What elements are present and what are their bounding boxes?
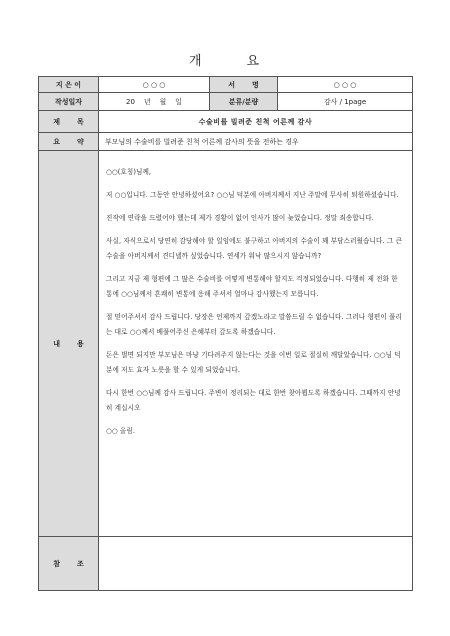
- document-title: [0, 50, 450, 69]
- title-char-2: 요: [246, 54, 262, 69]
- category-label: 분류/분량: [210, 93, 278, 111]
- content-row: [39, 151, 413, 537]
- letter-paragraph: 다시 한번 ○○님께 감사 드립니다. 주변이 정리되는 대로 한번 찾아뵙도록 하겠습니다. 그때까지 안녕히 계십시오: [106, 389, 401, 412]
- summary-value: 부모님의 수술비를 빌려준 친척 어른께 감사의 뜻을 전하는 경우: [99, 133, 413, 151]
- summary-label: 요 약: [39, 133, 99, 151]
- content-body-cell: [99, 151, 413, 537]
- letter-paragraph: 진작에 연락을 드렸어야 했는데 제가 경황이 없어 인사가 많이 늦었습니다. 정말 죄송합니다.: [106, 214, 374, 222]
- letter-paragraph: 사실, 자식으로서 당연히 감당해야 할 일임에도 불구하고 아버지의 수술이 꽤 부담스러웠습니다. 그 큰 수술을 아버지께서 견디낼까 싶었습니다. 연세가 워낙 많으시지 않습니까?: [106, 237, 402, 260]
- category-value: 감사 / 1page: [278, 93, 413, 111]
- title-char-1: 개: [188, 54, 204, 69]
- subject-value: 수술비를 빌려준 친척 어른께 감사: [99, 111, 413, 133]
- summary-row: [39, 133, 413, 151]
- reference-label: 참 조: [39, 537, 99, 591]
- letter-paragraph: ○○(호칭)님께,: [106, 168, 152, 176]
- date-label: 작성일자: [39, 93, 99, 111]
- author-label: 지 은 이: [39, 77, 99, 93]
- date-value: 20 년 월 일: [99, 93, 210, 111]
- author-value: ○ ○ ○: [99, 77, 210, 93]
- subject-row: [39, 111, 413, 133]
- book-title-label: 서 명: [210, 77, 278, 93]
- subject-label: 제 목: [39, 111, 99, 133]
- summary-form-table: [38, 76, 413, 591]
- letter-paragraph: 저 ○○입니다. 그동안 안녕하셨어요? ○○님 덕분에 아버지께서 지난 주말에 무사히 퇴원하셨습니다.: [106, 191, 399, 199]
- header-row-1: [39, 77, 413, 93]
- header-row-2: [39, 93, 413, 111]
- letter-paragraph: 그리고 지금 제 형편에 그 많은 수술비를 어떻게 변통해야 할지도 걱정되었습니다. 다행히 제 전화 한 통에 ○○님께서 흔쾌히 변통에 응해 주셔서 얼마나 감사했는지 모릅니다.: [106, 275, 398, 298]
- letter-paragraph: 돈은 벌면 되지만 부모님은 마냥 기다려주지 않는다는 것을 이번 일로 절실히 깨달았습니다. ○○님 덕분에 저도 효자 노릇을 할 수 있게 되었습니다.: [106, 351, 401, 374]
- letter-paragraph: 절 믿어주셔서 감사 드립니다. 당장은 언제까지 갚겠노라고 말씀드릴 수 없습니다. 그러나 형편이 풀리는 대로 ○○께서 베풀어주신 은혜부터 갚도록 하겠습니다.: [106, 313, 402, 336]
- reference-row: [39, 537, 413, 591]
- reference-value: [99, 537, 413, 591]
- book-title-value: ○ ○ ○: [278, 77, 413, 93]
- letter-paragraph: ○○ 올림.: [106, 427, 136, 435]
- letter-body: [99, 151, 412, 439]
- content-label: 내 용: [39, 151, 99, 537]
